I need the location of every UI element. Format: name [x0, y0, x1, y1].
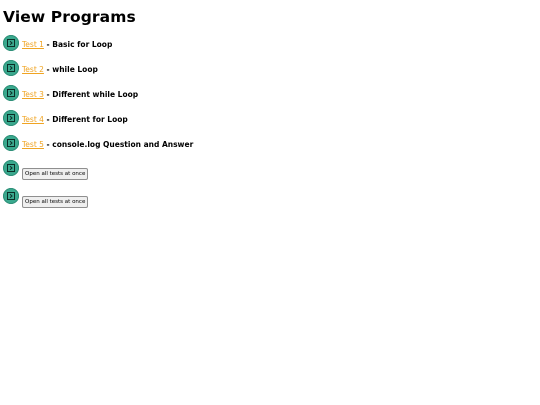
test-link[interactable]: Test 2 — [22, 65, 44, 74]
open-all-tests-button[interactable]: Open all tests at once — [22, 168, 88, 180]
test-separator: - — [43, 140, 53, 149]
test-link[interactable]: Test 1 — [22, 40, 44, 49]
test-row-text — [22, 140, 193, 149]
open-all-tests-button[interactable]: Open all tests at once — [22, 196, 88, 208]
test-row-text — [22, 65, 98, 74]
open-program-icon — [3, 60, 19, 76]
open-program-icon — [3, 85, 19, 101]
test-separator: - — [43, 90, 53, 99]
test-name: Different for Loop — [52, 115, 128, 124]
open-program-icon — [3, 188, 19, 204]
test-name: console.log Question and Answer — [52, 140, 194, 149]
test-link[interactable]: Test 4 — [22, 115, 44, 124]
test-name: while Loop — [52, 65, 98, 74]
open-program-icon — [3, 110, 19, 126]
test-separator: - — [43, 40, 53, 49]
test-separator: - — [43, 65, 53, 74]
page-title: View Programs — [3, 8, 136, 26]
test-link[interactable]: Test 5 — [22, 140, 44, 149]
open-program-icon — [3, 160, 19, 176]
test-separator: - — [43, 115, 53, 124]
test-name: Different while Loop — [52, 90, 139, 99]
test-row-text — [22, 90, 138, 99]
open-program-icon — [3, 35, 19, 51]
test-row-text — [22, 115, 128, 124]
test-link[interactable]: Test 3 — [22, 90, 44, 99]
open-program-icon — [3, 135, 19, 151]
test-name: Basic for Loop — [52, 40, 113, 49]
test-row-text — [22, 40, 112, 49]
